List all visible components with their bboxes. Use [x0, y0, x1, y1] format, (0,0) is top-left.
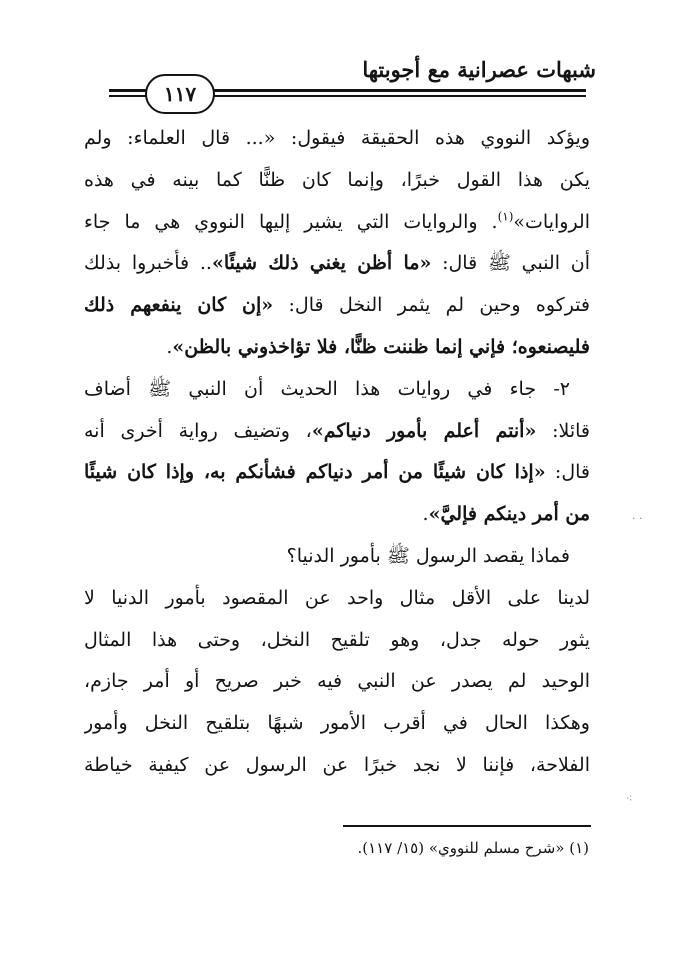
text-line [84, 620, 590, 662]
text-line [84, 118, 590, 160]
hadith-quote: «ما أظن يغني ذلك شيئًا» [211, 252, 432, 275]
text-line [84, 536, 590, 578]
hadith-quote: «إذا كان شيئًا من أمر دنياكم فشأنكم به، وإذا كان شيئًا [84, 461, 546, 484]
page-number-badge: ١١٧ [145, 74, 215, 114]
text-line [84, 411, 590, 453]
text-line-content: وهكذا الحال في أقرب الأمور شبهًا بتلقيح النخل وأمور [84, 712, 590, 735]
text-line-end: . [422, 503, 429, 526]
text-line-content: يثور حوله جدل، وهو تلقيح النخل، وحتى هذا المثال [84, 628, 590, 651]
text-line [84, 243, 590, 285]
text-line-end: . [166, 335, 173, 358]
text-line-start: قال: [545, 461, 590, 484]
text-line-content: ٢- جاء في روايات هذا الحديث أن النبي ﷺ أضاف [84, 377, 570, 400]
footnote-separator [343, 825, 591, 827]
text-line [84, 452, 590, 494]
text-line-start: الروايات» [513, 210, 590, 233]
text-line-start: أن النبي ﷺ قال: [431, 252, 590, 275]
text-line-end: . والروايات التي يشير إليها النووي هي ما جاء [84, 210, 498, 233]
text-line [84, 578, 590, 620]
hadith-quote: فليصنعوه؛ فإني إنما ظننت ظنًّا، فلا تؤاخذوني بالظن» [172, 335, 590, 358]
text-line [84, 327, 590, 369]
text-line [84, 494, 590, 536]
text-line-content: فماذا يقصد الرسول ﷺ بأمور الدنيا؟ [286, 544, 570, 567]
footnote: (١) «شرح مسلم للنووي» (١٥/ ١١٧). [357, 839, 589, 857]
text-line [84, 160, 590, 202]
text-line-start: فتركوه وحين لم يثمر النخل قال: [273, 294, 590, 317]
body-text [84, 118, 590, 787]
text-line [84, 202, 590, 244]
text-line-content: الفلاحة، فإننا لا نجد خبرًا عن الرسول عن كيفية خياطة [84, 753, 590, 776]
text-line-content: ويؤكد النووي هذه الحقيقة فيقول: «... قال العلماء: ولم [84, 127, 590, 149]
text-line-start: قائلا: [536, 419, 590, 442]
text-line-end: .. فأخبروا بذلك [84, 252, 212, 275]
text-line-content: لدينا على الأقل مثال واحد عن المقصود بأمور الدنيا لا [84, 586, 590, 609]
hadith-quote: «إن كان ينفعهم ذلك [84, 294, 274, 317]
hadith-quote: من أمر دينكم فإليَّ» [428, 503, 590, 526]
scan-artifact: · · [632, 512, 643, 525]
running-header-title: شبهات عصرانية مع أجوبتها [362, 57, 596, 82]
text-line-content: يكن هذا القول خبرًا، وإنما كان ظنًّا كما بينه في هذه [84, 168, 590, 191]
hadith-quote: «أنتم أعلم بأمور دنياكم» [311, 419, 537, 442]
text-line [84, 703, 590, 745]
text-line-end: ، وتضيف رواية أخرى أنه [84, 419, 312, 442]
text-line [84, 661, 590, 703]
text-line [84, 285, 590, 327]
footnote-reference: (١) [497, 209, 514, 224]
text-line-content: الوحيد لم يصدر عن النبي فيه خبر صريح أو أمر جازم، [84, 670, 590, 693]
text-line [84, 745, 590, 787]
text-line [84, 369, 590, 411]
scan-artifact: ⁖ [626, 792, 633, 805]
